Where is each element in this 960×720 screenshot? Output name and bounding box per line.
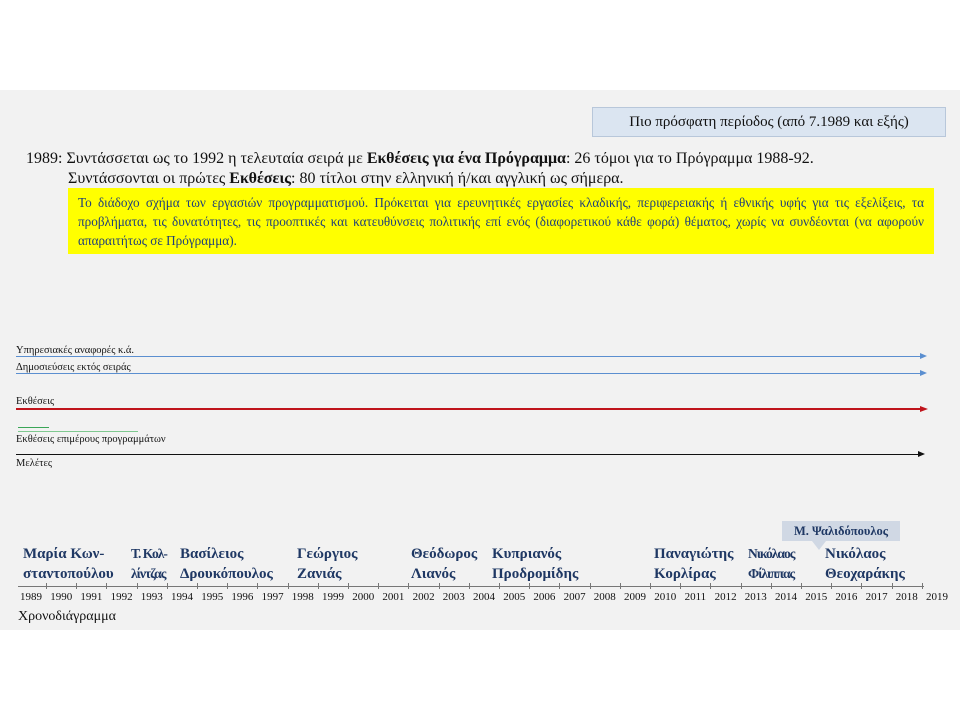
timeline-tick: [831, 583, 832, 589]
person-name-line2: Ζανιάς: [297, 566, 342, 582]
person-name-line2: Λιανός: [411, 566, 456, 582]
timeline-tick: [137, 583, 138, 589]
timeline-year: 2015: [805, 591, 828, 603]
timeline-year: 2005: [503, 591, 526, 603]
intro-line-2-bold: Εκθέσεις: [229, 170, 292, 187]
person-droukopoulos: [180, 544, 273, 584]
timeline-tick: [499, 583, 500, 589]
timeline-year: 2009: [624, 591, 646, 603]
intro-line-2-suffix: : 80 τίτλοι στην ελληνική ή/και αγγλική ως σήμερα.: [291, 170, 624, 187]
timeline-year: 2013: [744, 591, 767, 603]
track-segment-green-light: [18, 431, 138, 432]
person-name-line1: Βασίλειος: [180, 546, 244, 562]
person-name-line1: Παναγιώτης: [654, 546, 734, 562]
person-zanias: [297, 544, 357, 584]
person-name-line2: λίντζας: [131, 566, 166, 581]
track-label-studies: Μελέτες: [16, 458, 53, 469]
timeline-tick: [710, 583, 711, 589]
timeline-axis: [18, 586, 924, 587]
timeline-year: 1996: [231, 591, 254, 603]
timeline-tick: [348, 583, 349, 589]
timeline-year: 1999: [322, 591, 344, 603]
timeline-tick: [46, 583, 47, 589]
person-name-line1: Γεώργιος: [297, 546, 358, 562]
timeline-tick: [439, 583, 440, 589]
period-title-box: [592, 107, 946, 137]
arrow-right-icon: [920, 370, 927, 376]
intro-line-2-prefix: Συντάσσονται οι πρώτες: [68, 170, 230, 187]
timeline-caption: Χρονοδιάγραμμα: [18, 609, 116, 624]
intro-line-1-prefix: 1989: Συντάσσεται ως το 1992 η τελευταία σειρά με: [26, 150, 367, 167]
timeline-year: 1994: [171, 591, 193, 603]
timeline-tick: [288, 583, 289, 589]
timeline-tick: [771, 583, 772, 589]
timeline-tick: [650, 583, 651, 589]
person-prodromidis: [492, 544, 578, 584]
timeline-tick: [801, 583, 802, 589]
timeline-year: 1997: [261, 591, 284, 603]
person-name-line2: Θεοχαράκης: [825, 566, 905, 582]
timeline-year: 1989: [20, 591, 42, 603]
timeline-year: 2008: [593, 591, 616, 603]
timeline-tick: [559, 583, 560, 589]
timeline-tick: [590, 583, 591, 589]
timeline-year: 2001: [382, 591, 405, 603]
timeline-tick: [741, 583, 742, 589]
timeline-year: 1990: [50, 591, 73, 603]
arrow-right-icon: [918, 451, 925, 457]
person-name-line1: Μαρία Κων-: [23, 546, 105, 562]
track-label-publications: Δημοσιεύσεις εκτός σειράς: [16, 362, 131, 373]
timeline-year: 1995: [201, 591, 224, 603]
timeline-year: 2004: [473, 591, 495, 603]
person-theocharakis: [825, 544, 905, 584]
person-name-line2: σταντοπούλου: [23, 566, 114, 582]
timeline-year: 2002: [412, 591, 435, 603]
timeline-tick: [469, 583, 470, 589]
timeline-year: 2017: [865, 591, 888, 603]
intro-line-1-suffix: : 26 τόμοι για το Πρόγραμμα 1988-92.: [565, 150, 814, 167]
intro-line-1-bold: Εκθέσεις για ένα Πρόγραμμα: [366, 150, 566, 167]
timeline-tick: [106, 583, 107, 589]
timeline-year: 1992: [110, 591, 133, 603]
timeline-tick: [257, 583, 258, 589]
arrow-right-icon: [920, 406, 928, 412]
timeline-year: 2014: [775, 591, 797, 603]
timeline-year: 2011: [684, 591, 707, 603]
timeline-year: 2012: [714, 591, 737, 603]
person-name-line1: Θεόδωρος: [411, 546, 478, 562]
person-name-line2: Δρουκόπουλος: [180, 566, 273, 582]
track-segment-green: [18, 427, 49, 428]
person-konstantopoulou: [23, 544, 114, 584]
track-label-subprogramme-reports: Εκθέσεις επιμέρους προγραμμάτων: [16, 434, 166, 445]
timeline-tick: [529, 583, 530, 589]
timeline-year: 2016: [835, 591, 858, 603]
intro-line-2: [68, 170, 624, 188]
person-name-line2: Προδρομίδης: [492, 566, 579, 582]
timeline-tick: [76, 583, 77, 589]
highlight-box: [68, 188, 934, 254]
timeline-year: 1998: [291, 591, 314, 603]
timeline-tick: [620, 583, 621, 589]
timeline-year: 2000: [352, 591, 375, 603]
timeline-tick: [408, 583, 409, 589]
person-name-line2: Φίλιππας: [748, 566, 795, 581]
timeline-year: 2003: [442, 591, 465, 603]
person-name-line1: Νικόλαος: [825, 546, 886, 562]
person-korliras: [654, 544, 734, 584]
callout-name: Μ. Ψαλιδόπουλος: [782, 521, 900, 541]
person-kollintzas: [131, 544, 167, 584]
track-label-reports: Εκθέσεις: [16, 396, 55, 407]
timeline-year: 2006: [533, 591, 556, 603]
intro-line-1: [26, 150, 814, 168]
timeline-tick: [861, 583, 862, 589]
timeline-tick: [922, 583, 923, 589]
timeline-year: 1993: [140, 591, 163, 603]
period-title: Πιο πρόσφατη περίοδος (από 7.1989 και εξής): [629, 114, 909, 130]
timeline-tick: [318, 583, 319, 589]
callout-tail: [812, 541, 826, 550]
person-name-line1: Νικόλαος: [748, 546, 795, 561]
person-name-line1: Κυπριανός: [492, 546, 562, 562]
arrow-right-icon: [920, 353, 927, 359]
highlight-text: Το διάδοχο σχήμα των εργασιών προγραμματισμού. Πρόκειται για ερευνητικές εργασίες κλαδικής, περιφερειακής ή εθνικής υφής για τις εξελίξεις, τα προβλήματα, τις δυνατότητες, τις προοπτικές και κατευθύνσεις πολιτικής επί ενός (διαφορετικού κάθε φορά) θέματος, χωρίς να συνδέονται (να αφορούν απαραιτήτως σε Πρόγραμμα).: [78, 195, 924, 248]
timeline-year: 2007: [563, 591, 586, 603]
timeline-years: [18, 591, 954, 607]
track-label-service-reports: Υπηρεσιακές αναφορές κ.ά.: [16, 345, 135, 356]
timeline-year: 2018: [895, 591, 918, 603]
person-name-line2: Κορλίρας: [654, 566, 716, 582]
person-filippas: [748, 544, 794, 584]
timeline-year: 2019: [926, 591, 948, 603]
timeline-tick: [680, 583, 681, 589]
timeline-tick: [167, 583, 168, 589]
timeline-year: 1991: [80, 591, 103, 603]
person-lianos: [411, 544, 477, 584]
timeline-tick: [892, 583, 893, 589]
timeline-tick: [227, 583, 228, 589]
timeline-year: 2010: [654, 591, 677, 603]
timeline-tick: [197, 583, 198, 589]
person-name-line1: Τ. Κολ-: [131, 546, 167, 561]
timeline-tick: [378, 583, 379, 589]
